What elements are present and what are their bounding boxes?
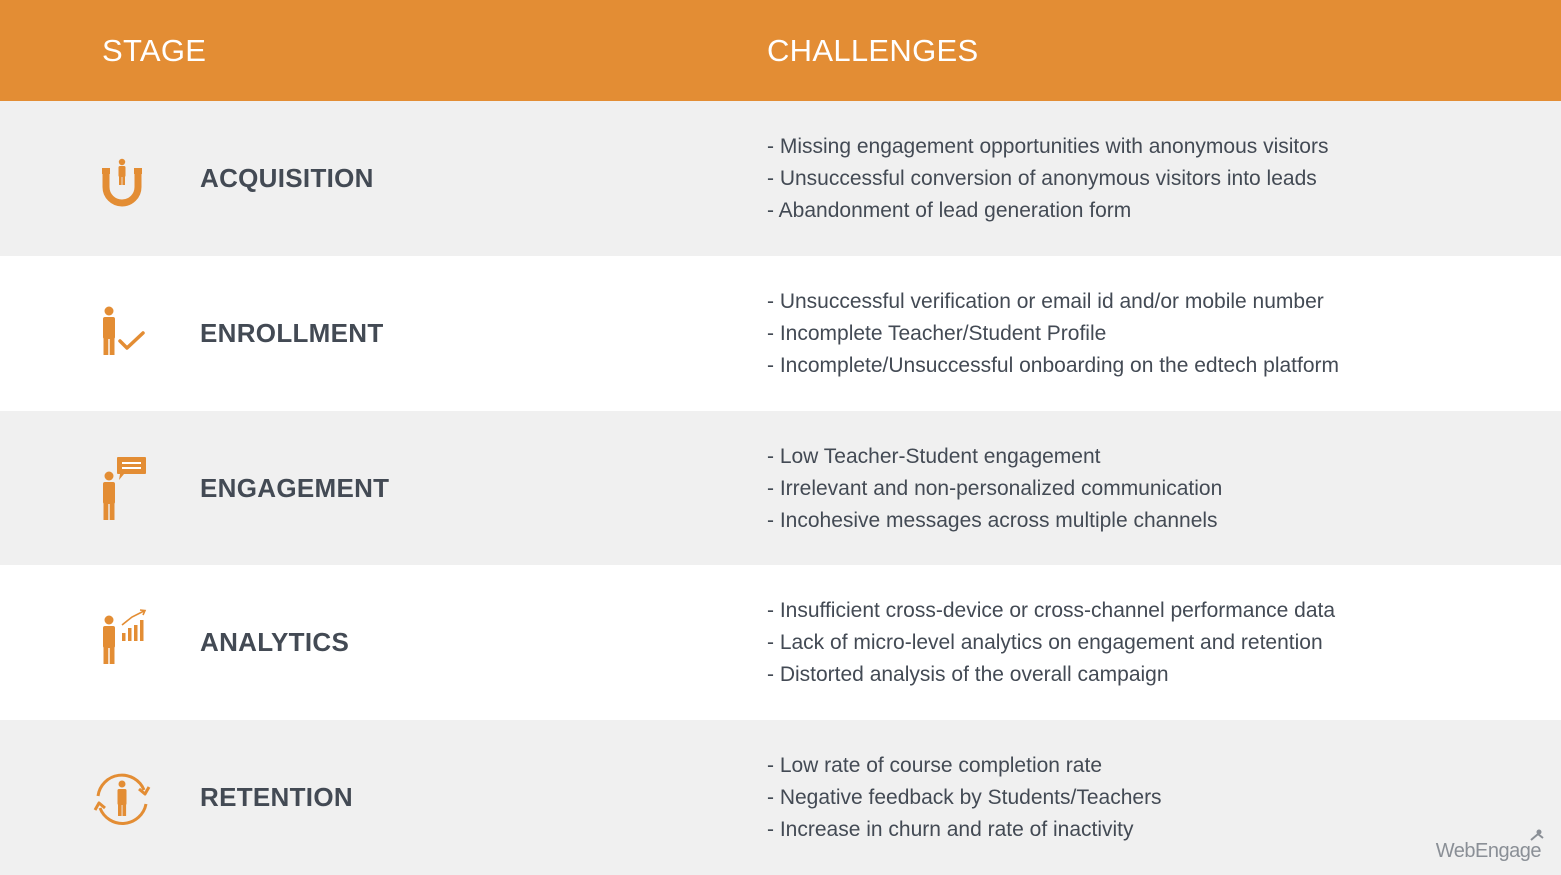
table-row-retention — [0, 720, 1561, 875]
logo-mark-icon — [1527, 828, 1545, 846]
challenge-item: - Missing engagement opportunities with anonymous visitors — [767, 135, 1329, 158]
challenge-list — [767, 750, 1162, 846]
table-header — [0, 0, 1561, 101]
person-chat-icon — [84, 451, 160, 527]
stage-label: ANALYTICS — [200, 627, 350, 657]
challenge-item: - Lack of micro-level analytics on engagement and retention — [767, 631, 1323, 654]
challenge-list — [767, 131, 1328, 227]
challenge-item: - Incomplete Teacher/Student Profile — [767, 322, 1107, 345]
challenge-item: - Irrelevant and non-personalized communication — [767, 477, 1223, 500]
table-row-engagement — [0, 411, 1561, 566]
stage-label: RETENTION — [200, 782, 353, 812]
challenge-item: - Unsuccessful conversion of anonymous visitors into leads — [767, 167, 1317, 190]
stage-label: ENROLLMENT — [200, 318, 384, 348]
logo-text: WebEngage — [1435, 840, 1541, 862]
challenge-item: - Distorted analysis of the overall campaign — [767, 663, 1169, 686]
table-row-analytics — [0, 565, 1561, 720]
challenge-item: - Low rate of course completion rate — [767, 754, 1102, 777]
challenge-item: - Incohesive messages across multiple channels — [767, 509, 1218, 532]
challenge-item: - Incomplete/Unsuccessful onboarding on the edtech platform — [767, 354, 1339, 377]
person-chart-icon — [84, 605, 160, 681]
challenge-list — [767, 441, 1222, 537]
challenge-item: - Abandonment of lead generation form — [767, 199, 1132, 222]
challenge-list — [767, 595, 1335, 691]
webengage-logo — [1436, 840, 1541, 863]
stage-column-title: STAGE — [102, 33, 207, 68]
challenge-item: - Increase in churn and rate of inactivity — [767, 818, 1134, 841]
table-row-acquisition — [0, 101, 1561, 256]
table-row-enrollment — [0, 256, 1561, 411]
stage-label: ACQUISITION — [200, 163, 374, 193]
challenge-item: - Negative feedback by Students/Teachers — [767, 786, 1162, 809]
person-check-icon — [84, 296, 160, 372]
stage-label: ENGAGEMENT — [200, 473, 390, 503]
magnet-person-icon — [84, 141, 160, 217]
challenges-column-title: CHALLENGES — [767, 33, 979, 68]
challenge-item: - Unsuccessful verification or email id and/or mobile number — [767, 290, 1324, 313]
person-cycle-icon — [84, 760, 160, 836]
challenge-item: - Low Teacher-Student engagement — [767, 445, 1101, 468]
challenge-list — [767, 286, 1339, 382]
challenge-item: - Insufficient cross-device or cross-channel performance data — [767, 599, 1336, 622]
